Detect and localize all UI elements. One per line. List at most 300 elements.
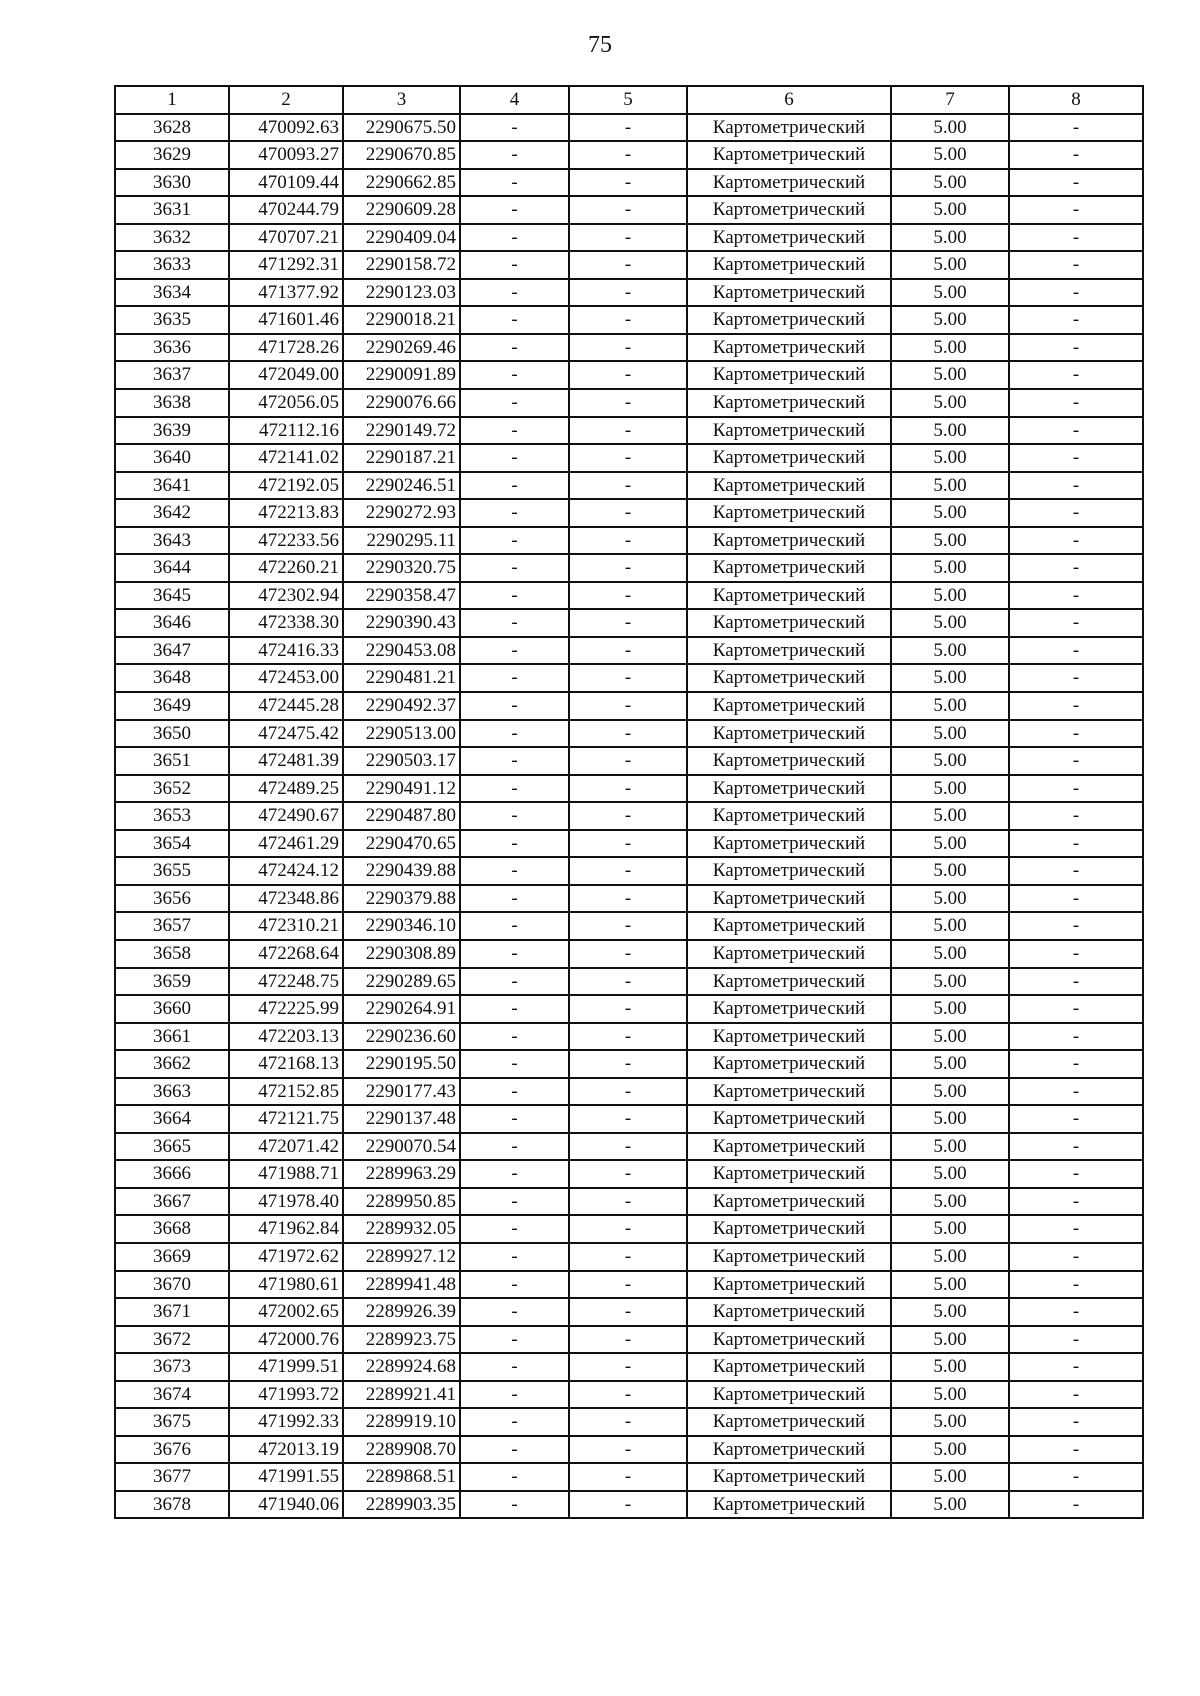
accuracy-cell: 5.00 [891,169,1009,197]
method-cell: Картометрический [687,1298,891,1326]
accuracy-cell: 5.00 [891,1188,1009,1216]
table-row [115,664,1143,692]
x-coordinate-cell: 471940.06 [229,1491,343,1519]
point-number-cell: 3640 [115,444,229,472]
accuracy-cell: 5.00 [891,417,1009,445]
header-row [115,86,1143,114]
x-coordinate-cell: 472203.13 [229,1023,343,1051]
column-8-cell: - [1009,720,1143,748]
accuracy-cell: 5.00 [891,692,1009,720]
method-cell: Картометрический [687,747,891,775]
column-5-cell: - [569,664,687,692]
column-4-cell: - [460,1160,569,1188]
y-coordinate-cell: 2290379.88 [343,885,460,913]
column-8-cell: - [1009,417,1143,445]
y-coordinate-cell: 2290187.21 [343,444,460,472]
column-8-cell: - [1009,1160,1143,1188]
point-number-cell: 3630 [115,169,229,197]
table-row [115,499,1143,527]
column-8-cell: - [1009,1353,1143,1381]
column-5-cell: - [569,609,687,637]
y-coordinate-cell: 2290320.75 [343,554,460,582]
column-4-cell: - [460,472,569,500]
method-cell: Картометрический [687,1215,891,1243]
accuracy-cell: 5.00 [891,830,1009,858]
column-5-cell: - [569,582,687,610]
accuracy-cell: 5.00 [891,1271,1009,1299]
y-coordinate-cell: 2290236.60 [343,1023,460,1051]
column-8-cell: - [1009,361,1143,389]
x-coordinate-cell: 470093.27 [229,141,343,169]
table-row [115,141,1143,169]
column-8-cell: - [1009,775,1143,803]
y-coordinate-cell: 2290358.47 [343,582,460,610]
accuracy-cell: 5.00 [891,1353,1009,1381]
method-cell: Картометрический [687,361,891,389]
column-5-cell: - [569,114,687,142]
y-coordinate-cell: 2290390.43 [343,609,460,637]
y-coordinate-cell: 2290308.89 [343,940,460,968]
method-cell: Картометрический [687,1326,891,1354]
column-4-cell: - [460,609,569,637]
point-number-cell: 3671 [115,1298,229,1326]
method-cell: Картометрический [687,1023,891,1051]
accuracy-cell: 5.00 [891,775,1009,803]
point-number-cell: 3663 [115,1078,229,1106]
point-number-cell: 3642 [115,499,229,527]
table-row [115,1381,1143,1409]
point-number-cell: 3629 [115,141,229,169]
column-8-cell: - [1009,196,1143,224]
x-coordinate-cell: 471962.84 [229,1215,343,1243]
method-cell: Картометрический [687,306,891,334]
point-number-cell: 3645 [115,582,229,610]
method-cell: Картометрический [687,417,891,445]
column-4-cell: - [460,830,569,858]
x-coordinate-cell: 472416.33 [229,637,343,665]
column-8-cell: - [1009,1381,1143,1409]
point-number-cell: 3677 [115,1463,229,1491]
column-8-cell: - [1009,224,1143,252]
method-cell: Картометрический [687,224,891,252]
point-number-cell: 3668 [115,1215,229,1243]
y-coordinate-cell: 2289926.39 [343,1298,460,1326]
column-4-cell: - [460,885,569,913]
y-coordinate-cell: 2290487.80 [343,802,460,830]
method-cell: Картометрический [687,389,891,417]
method-cell: Картометрический [687,664,891,692]
column-5-cell: - [569,1271,687,1299]
point-number-cell: 3651 [115,747,229,775]
column-8-cell: - [1009,802,1143,830]
column-4-cell: - [460,251,569,279]
column-5-cell: - [569,1408,687,1436]
table-row [115,251,1143,279]
column-5-cell: - [569,1215,687,1243]
column-5-cell: - [569,720,687,748]
method-cell: Картометрический [687,1133,891,1161]
accuracy-cell: 5.00 [891,885,1009,913]
column-4-cell: - [460,912,569,940]
accuracy-cell: 5.00 [891,1133,1009,1161]
accuracy-cell: 5.00 [891,444,1009,472]
method-cell: Картометрический [687,1463,891,1491]
column-header: 6 [687,86,891,114]
method-cell: Картометрический [687,334,891,362]
method-cell: Картометрический [687,830,891,858]
column-5-cell: - [569,968,687,996]
column-5-cell: - [569,169,687,197]
point-number-cell: 3661 [115,1023,229,1051]
column-8-cell: - [1009,940,1143,968]
point-number-cell: 3631 [115,196,229,224]
point-number-cell: 3643 [115,527,229,555]
column-5-cell: - [569,1463,687,1491]
column-4-cell: - [460,169,569,197]
table-row [115,527,1143,555]
accuracy-cell: 5.00 [891,1243,1009,1271]
x-coordinate-cell: 471292.31 [229,251,343,279]
table-row [115,279,1143,307]
page-number: 75 [588,32,612,58]
point-number-cell: 3675 [115,1408,229,1436]
table-row [115,1243,1143,1271]
x-coordinate-cell: 471988.71 [229,1160,343,1188]
point-number-cell: 3654 [115,830,229,858]
column-8-cell: - [1009,1408,1143,1436]
column-8-cell: - [1009,747,1143,775]
column-4-cell: - [460,1353,569,1381]
method-cell: Картометрический [687,169,891,197]
column-5-cell: - [569,1353,687,1381]
y-coordinate-cell: 2290675.50 [343,114,460,142]
column-header: 3 [343,86,460,114]
method-cell: Картометрический [687,114,891,142]
accuracy-cell: 5.00 [891,912,1009,940]
column-4-cell: - [460,720,569,748]
y-coordinate-cell: 2290491.12 [343,775,460,803]
method-cell: Картометрический [687,527,891,555]
table-row [115,554,1143,582]
y-coordinate-cell: 2289924.68 [343,1353,460,1381]
column-8-cell: - [1009,968,1143,996]
y-coordinate-cell: 2290246.51 [343,472,460,500]
accuracy-cell: 5.00 [891,527,1009,555]
column-4-cell: - [460,527,569,555]
method-cell: Картометрический [687,1243,891,1271]
column-4-cell: - [460,1298,569,1326]
table-row [115,582,1143,610]
accuracy-cell: 5.00 [891,361,1009,389]
column-5-cell: - [569,141,687,169]
table-row [115,637,1143,665]
table-row [115,720,1143,748]
column-4-cell: - [460,1491,569,1519]
point-number-cell: 3656 [115,885,229,913]
table-row [115,1105,1143,1133]
x-coordinate-cell: 471728.26 [229,334,343,362]
x-coordinate-cell: 472049.00 [229,361,343,389]
point-number-cell: 3646 [115,609,229,637]
column-8-cell: - [1009,692,1143,720]
y-coordinate-cell: 2290091.89 [343,361,460,389]
column-8-cell: - [1009,1023,1143,1051]
table-row [115,995,1143,1023]
y-coordinate-cell: 2289932.05 [343,1215,460,1243]
x-coordinate-cell: 471978.40 [229,1188,343,1216]
table-row [115,306,1143,334]
x-coordinate-cell: 471377.92 [229,279,343,307]
column-4-cell: - [460,196,569,224]
point-number-cell: 3666 [115,1160,229,1188]
column-4-cell: - [460,361,569,389]
column-4-cell: - [460,554,569,582]
column-5-cell: - [569,251,687,279]
column-8-cell: - [1009,582,1143,610]
table-row [115,334,1143,362]
point-number-cell: 3652 [115,775,229,803]
method-cell: Картометрический [687,775,891,803]
x-coordinate-cell: 472475.42 [229,720,343,748]
method-cell: Картометрический [687,1188,891,1216]
accuracy-cell: 5.00 [891,1105,1009,1133]
table-row [115,857,1143,885]
column-5-cell: - [569,637,687,665]
x-coordinate-cell: 471999.51 [229,1353,343,1381]
column-5-cell: - [569,389,687,417]
column-5-cell: - [569,830,687,858]
column-5-cell: - [569,912,687,940]
point-number-cell: 3632 [115,224,229,252]
point-number-cell: 3660 [115,995,229,1023]
point-number-cell: 3667 [115,1188,229,1216]
y-coordinate-cell: 2289927.12 [343,1243,460,1271]
accuracy-cell: 5.00 [891,637,1009,665]
point-number-cell: 3649 [115,692,229,720]
accuracy-cell: 5.00 [891,141,1009,169]
x-coordinate-cell: 472481.39 [229,747,343,775]
method-cell: Картометрический [687,1105,891,1133]
point-number-cell: 3650 [115,720,229,748]
column-4-cell: - [460,582,569,610]
method-cell: Картометрический [687,1050,891,1078]
column-4-cell: - [460,1408,569,1436]
x-coordinate-cell: 472192.05 [229,472,343,500]
column-4-cell: - [460,389,569,417]
column-4-cell: - [460,1078,569,1106]
column-8-cell: - [1009,885,1143,913]
accuracy-cell: 5.00 [891,334,1009,362]
accuracy-cell: 5.00 [891,1298,1009,1326]
y-coordinate-cell: 2290609.28 [343,196,460,224]
x-coordinate-cell: 471601.46 [229,306,343,334]
column-5-cell: - [569,1298,687,1326]
x-coordinate-cell: 472302.94 [229,582,343,610]
column-4-cell: - [460,1105,569,1133]
table-row [115,114,1143,142]
x-coordinate-cell: 472056.05 [229,389,343,417]
column-5-cell: - [569,1491,687,1519]
y-coordinate-cell: 2289921.41 [343,1381,460,1409]
y-coordinate-cell: 2290269.46 [343,334,460,362]
column-8-cell: - [1009,912,1143,940]
column-4-cell: - [460,692,569,720]
accuracy-cell: 5.00 [891,306,1009,334]
accuracy-cell: 5.00 [891,114,1009,142]
column-5-cell: - [569,995,687,1023]
column-5-cell: - [569,857,687,885]
table-row [115,1133,1143,1161]
table-row [115,1188,1143,1216]
x-coordinate-cell: 472268.64 [229,940,343,968]
table-row [115,1160,1143,1188]
column-4-cell: - [460,1050,569,1078]
column-header: 2 [229,86,343,114]
column-4-cell: - [460,224,569,252]
table-row [115,1271,1143,1299]
x-coordinate-cell: 472453.00 [229,664,343,692]
y-coordinate-cell: 2290137.48 [343,1105,460,1133]
y-coordinate-cell: 2289941.48 [343,1271,460,1299]
y-coordinate-cell: 2290018.21 [343,306,460,334]
y-coordinate-cell: 2290158.72 [343,251,460,279]
method-cell: Картометрический [687,1381,891,1409]
table-row [115,1436,1143,1464]
table-row [115,1215,1143,1243]
accuracy-cell: 5.00 [891,1326,1009,1354]
x-coordinate-cell: 470092.63 [229,114,343,142]
column-5-cell: - [569,554,687,582]
column-8-cell: - [1009,1271,1143,1299]
column-5-cell: - [569,1023,687,1051]
point-number-cell: 3634 [115,279,229,307]
x-coordinate-cell: 472225.99 [229,995,343,1023]
column-5-cell: - [569,1105,687,1133]
x-coordinate-cell: 472013.19 [229,1436,343,1464]
y-coordinate-cell: 2290670.85 [343,141,460,169]
x-coordinate-cell: 472348.86 [229,885,343,913]
y-coordinate-cell: 2290177.43 [343,1078,460,1106]
y-coordinate-cell: 2289919.10 [343,1408,460,1436]
column-4-cell: - [460,664,569,692]
point-number-cell: 3641 [115,472,229,500]
column-8-cell: - [1009,141,1143,169]
table-row [115,802,1143,830]
method-cell: Картометрический [687,885,891,913]
accuracy-cell: 5.00 [891,664,1009,692]
x-coordinate-cell: 471972.62 [229,1243,343,1271]
column-5-cell: - [569,802,687,830]
column-8-cell: - [1009,1491,1143,1519]
y-coordinate-cell: 2289868.51 [343,1463,460,1491]
accuracy-cell: 5.00 [891,1463,1009,1491]
column-5-cell: - [569,1188,687,1216]
accuracy-cell: 5.00 [891,609,1009,637]
column-8-cell: - [1009,1078,1143,1106]
point-number-cell: 3628 [115,114,229,142]
accuracy-cell: 5.00 [891,857,1009,885]
method-cell: Картометрический [687,279,891,307]
method-cell: Картометрический [687,692,891,720]
x-coordinate-cell: 472168.13 [229,1050,343,1078]
point-number-cell: 3653 [115,802,229,830]
point-number-cell: 3670 [115,1271,229,1299]
column-5-cell: - [569,1133,687,1161]
column-8-cell: - [1009,609,1143,637]
y-coordinate-cell: 2289923.75 [343,1326,460,1354]
column-header: 8 [1009,86,1143,114]
point-number-cell: 3647 [115,637,229,665]
y-coordinate-cell: 2290346.10 [343,912,460,940]
method-cell: Картометрический [687,912,891,940]
column-4-cell: - [460,857,569,885]
x-coordinate-cell: 472260.21 [229,554,343,582]
y-coordinate-cell: 2290289.65 [343,968,460,996]
column-5-cell: - [569,224,687,252]
point-number-cell: 3638 [115,389,229,417]
column-8-cell: - [1009,279,1143,307]
column-header: 7 [891,86,1009,114]
column-5-cell: - [569,1078,687,1106]
y-coordinate-cell: 2290513.00 [343,720,460,748]
column-5-cell: - [569,747,687,775]
accuracy-cell: 5.00 [891,1160,1009,1188]
table-row [115,1050,1143,1078]
column-4-cell: - [460,940,569,968]
method-cell: Картометрический [687,1078,891,1106]
y-coordinate-cell: 2290272.93 [343,499,460,527]
point-number-cell: 3655 [115,857,229,885]
accuracy-cell: 5.00 [891,968,1009,996]
table-row [115,417,1143,445]
x-coordinate-cell: 472248.75 [229,968,343,996]
x-coordinate-cell: 472000.76 [229,1326,343,1354]
table-row [115,609,1143,637]
column-4-cell: - [460,747,569,775]
x-coordinate-cell: 470707.21 [229,224,343,252]
y-coordinate-cell: 2290264.91 [343,995,460,1023]
column-4-cell: - [460,499,569,527]
point-number-cell: 3664 [115,1105,229,1133]
accuracy-cell: 5.00 [891,251,1009,279]
accuracy-cell: 5.00 [891,279,1009,307]
column-4-cell: - [460,637,569,665]
method-cell: Картометрический [687,968,891,996]
column-5-cell: - [569,527,687,555]
method-cell: Картометрический [687,857,891,885]
point-number-cell: 3635 [115,306,229,334]
method-cell: Картометрический [687,582,891,610]
column-5-cell: - [569,444,687,472]
y-coordinate-cell: 2290195.50 [343,1050,460,1078]
accuracy-cell: 5.00 [891,995,1009,1023]
point-number-cell: 3636 [115,334,229,362]
column-8-cell: - [1009,527,1143,555]
point-number-cell: 3669 [115,1243,229,1271]
accuracy-cell: 5.00 [891,747,1009,775]
method-cell: Картометрический [687,802,891,830]
table-row [115,361,1143,389]
column-8-cell: - [1009,334,1143,362]
x-coordinate-cell: 471991.55 [229,1463,343,1491]
accuracy-cell: 5.00 [891,472,1009,500]
column-8-cell: - [1009,444,1143,472]
point-number-cell: 3659 [115,968,229,996]
point-number-cell: 3674 [115,1381,229,1409]
accuracy-cell: 5.00 [891,802,1009,830]
column-5-cell: - [569,196,687,224]
point-number-cell: 3673 [115,1353,229,1381]
